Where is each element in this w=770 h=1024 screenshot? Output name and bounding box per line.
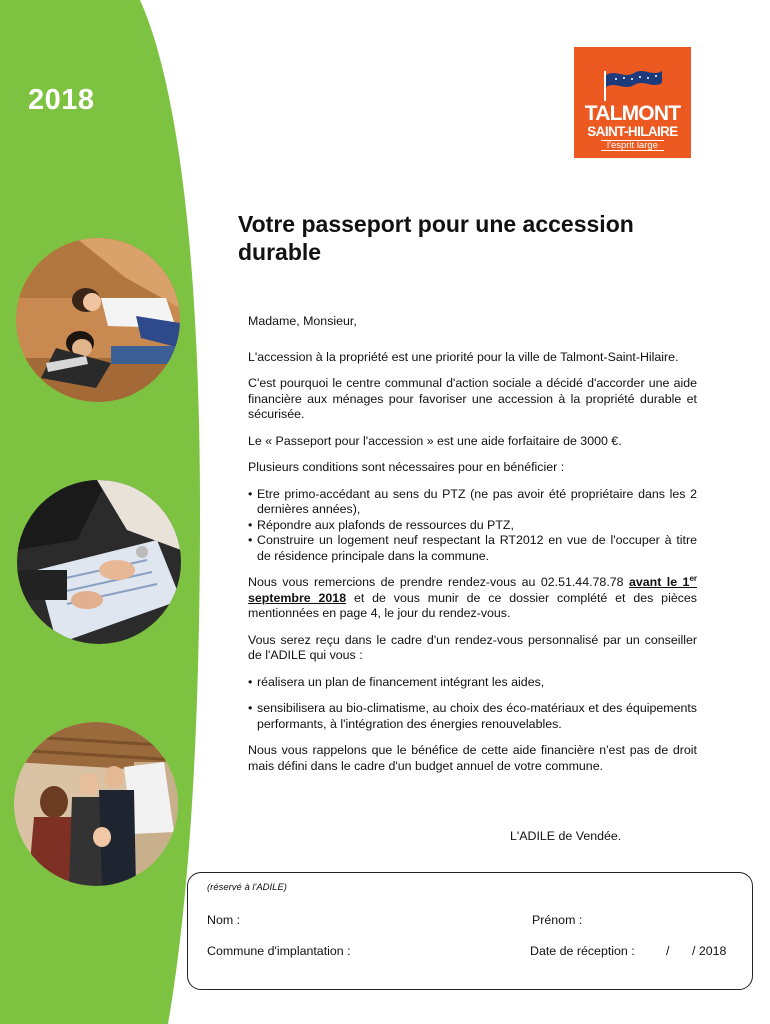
list-item: • sensibilisera au bio-climatisme, au choix des éco-matériaux et des équipements performants, à l'intégration des énergies renouvelables.: [248, 701, 697, 732]
list-item: • Construire un logement neuf respectant la RT2012 en vue de l'occuper à titre de résidence principale dans la commune.: [248, 533, 697, 564]
list-item: • Etre primo-accédant au sens du PTZ (ne pas avoir été propriétaire dans les 2 dernières années),: [248, 487, 697, 518]
advisor-list-2: [248, 701, 697, 732]
date-field-label: Date de réception :: [530, 944, 635, 958]
reserved-adile-box: [187, 872, 753, 990]
paragraph-conditions-intro: Plusieurs conditions sont nécessaires pour en bénéficier :: [248, 460, 565, 474]
commune-field-label: Commune d'implantation :: [207, 944, 351, 958]
prenom-field-label: Prénom :: [532, 913, 583, 927]
signature: L'ADILE de Vendée.: [510, 829, 622, 843]
photo-couple-floor: [16, 238, 180, 402]
list-item: • réalisera un plan de financement intégrant les aides,: [248, 675, 697, 691]
reserved-label: (réservé à l'ADILE): [207, 882, 287, 893]
year-label: 2018: [28, 84, 95, 116]
greeting: Madame, Monsieur,: [248, 314, 357, 328]
date-separator: /: [666, 944, 670, 958]
page-title: Votre passeport pour une accession durable: [238, 211, 634, 265]
logo-line1: TALMONT: [584, 102, 681, 125]
town-logo: [574, 47, 691, 158]
paragraph-amount: Le « Passeport pour l'accession » est une aide forfaitaire de 3000 €.: [248, 433, 622, 448]
advisor-list-1: [248, 675, 697, 691]
deadline-highlight: avant le 1er septembre 2018: [248, 573, 698, 605]
photo-documents: [17, 480, 181, 644]
letter-body: [248, 314, 697, 785]
paragraph-advisor: Vous serez reçu dans le cadre d'un rendez-vous personnalisé par un conseiller de l'ADILE qui vous :: [248, 632, 697, 662]
paragraph-priority: L'accession à la propriété est une priorité pour la ville de Talmont-Saint-Hilaire.: [248, 349, 679, 364]
conditions-list: [248, 487, 697, 565]
paragraph-ccas: C'est pourquoi le centre communal d'action sociale a décidé d'accorder une aide financière aux ménages pour favoriser une accession à la propriété durable et sécurisée.: [248, 376, 697, 421]
list-item: • Répondre aux plafonds de ressources du PTZ,: [248, 518, 697, 534]
photo-family-plans: [14, 722, 178, 886]
paragraph-appointment: Nous vous remercions de prendre rendez-vous au 02.51.44.78.78 avant le 1er septembre 2018 et de vous munir de ce dossier complété et des pièces mentionnées en page 4, le jour du rendez-vous.: [248, 573, 698, 620]
logo-tagline: l'esprit large: [574, 140, 691, 151]
nom-field-label: Nom :: [207, 913, 241, 927]
paragraph-reminder: Nous vous rappelons que le bénéfice de cette aide financière n'est pas de droit mais défini dans le cadre d'un budget annuel de votre commune.: [248, 743, 697, 773]
date-year: / 2018: [692, 944, 727, 958]
flag-icon: [602, 67, 664, 101]
logo-line2: SAINT-HILAIRE: [587, 124, 678, 139]
